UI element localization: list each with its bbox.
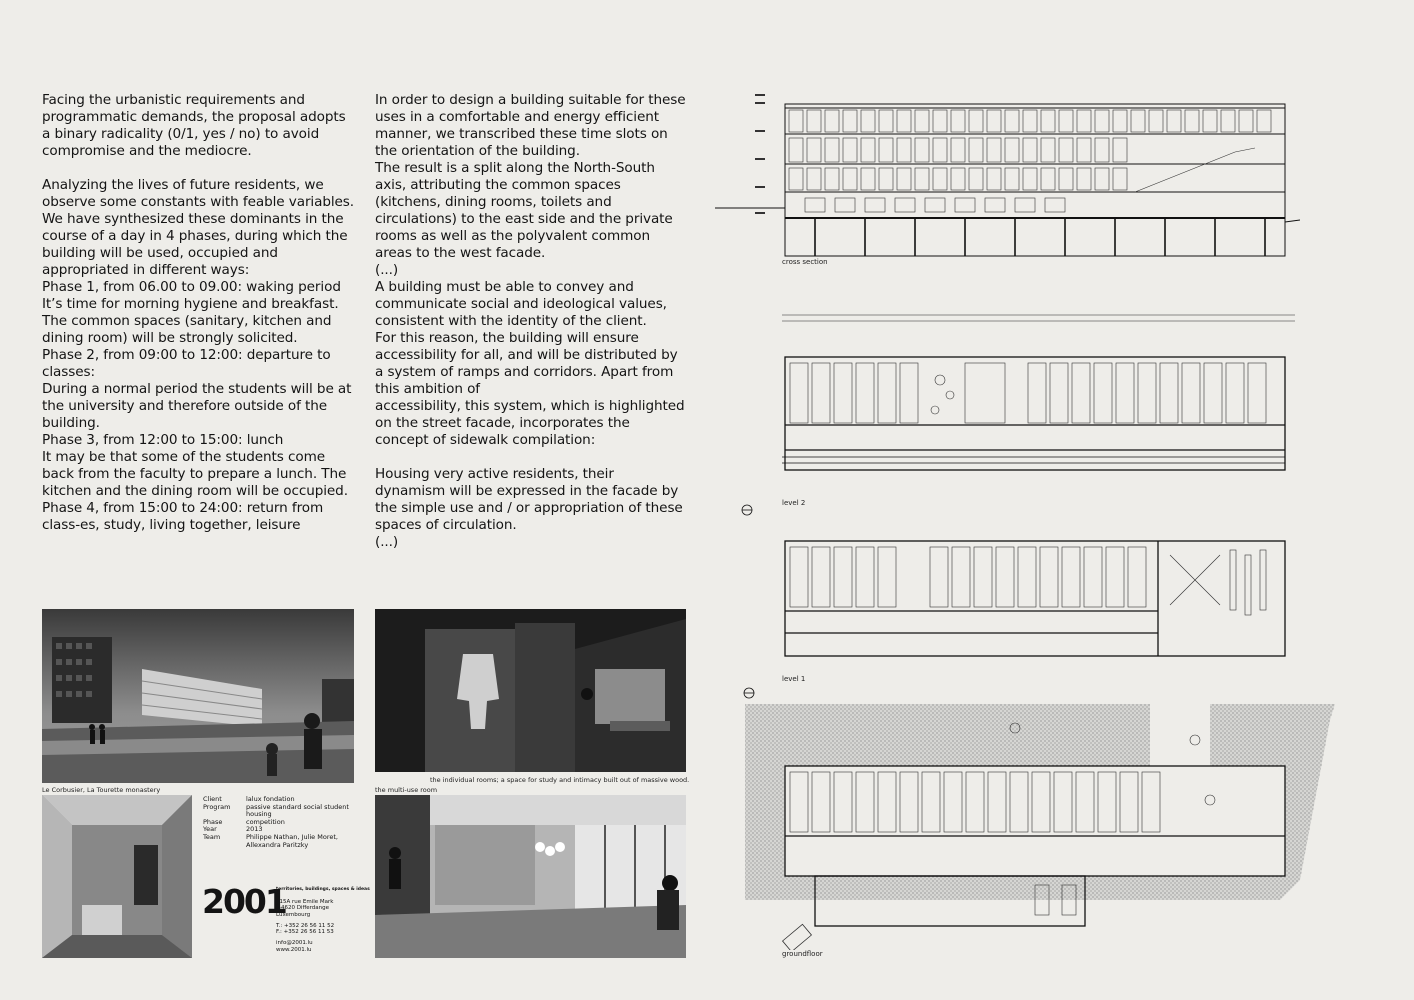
- body-text-1: Facing the urbanistic requirements and programmatic demands, the proposal adopts a binary radicality (0/1, yes / no) to avoid compromise and the mediocre. Analyzing the lives of future residents, we observe some constants with feable variables. We have synthesized these dominants in the course of a day in 4 phases, during which the building will be used, occupied and appropriated in different ways: Phase 1, from 06.00 to 09.00: waking period It’s time for morning hygiene and breakfast. The common spaces (sanitary, kitchen and dining room) will be strongly solicited. Phase 2, from 09:00 to 12:00: departure to classes: During a normal period the students will be at the university and therefore outside of the building. Phase 3, from 12:00 to 15:00: lunch It may be that some of the students come back from the faculty to prepare a lunch. The kitchen and the dining room will be occupied. Phase 4, from 15:00 to 24:00: return from class-es, study, living together, leisure: [42, 92, 355, 533]
- text-column-1: [42, 92, 354, 534]
- level-2-plan: [740, 305, 1300, 490]
- office-tagline: territories, buildings, spaces & ideas: [276, 887, 370, 892]
- groundfloor-plan: [740, 700, 1340, 950]
- north-arrow-icon: [742, 686, 756, 700]
- office-logo: 2001: [202, 882, 286, 921]
- label-cross-section: cross section: [782, 258, 828, 266]
- caption-rooms: the individual rooms; a space for study and intimacy built out of massive wood.: [430, 776, 690, 784]
- body-text-2: In order to design a building suitable for these uses in a comfortable and energy efficient manner, we transcribed these time slots on the orientation of the building. The result is a split along the North-South axis, attributing the common spaces (kitchens, dining rooms, toilets and circulations) to the east side and the private rooms as well as the polyvalent common areas to the west facade. (...) A building must be able to convey and communicate social and ideological values, consistent with the identity of the client. For this reason, the building will ensure accessibility for all, and will be distributed by a system of ramps and corridors. Apart from this ambition of accessibility, this system, which is highlighted on the street facade, incorporates the concept of sidewalk compilation: Housing very active residents, their dynamism will be expressed in the facade by the simple use and / or appropriation of these spaces of circulation. (...): [375, 92, 686, 550]
- north-arrow-icon: [740, 503, 754, 517]
- la-tourette-photo: [42, 795, 192, 958]
- cross-section-drawing: [715, 88, 1300, 263]
- text-column-2: [375, 92, 687, 551]
- project-credits: Client lalux fondation Program passive standard social student housing Phase competition Year 2013 Team Philippe Nathan, Julie Moret, Allexandra Paritzky: [203, 795, 349, 849]
- label-level-1: level 1: [782, 675, 806, 683]
- label-groundfloor: groundfloor: [782, 950, 823, 958]
- multi-use-room-render: [375, 795, 686, 958]
- caption-multiuse: the multi-use room: [375, 786, 438, 794]
- exterior-render: [42, 609, 354, 783]
- label-level-2: level 2: [782, 499, 806, 507]
- caption-tourette: Le Corbusier, La Tourette monastery: [42, 786, 161, 794]
- level-1-plan: [740, 535, 1310, 665]
- office-address: 115A rue Emile Mark L-4620 Differdange Luxembourg T.: +352 26 56 11 52 F.: +352 26 56 11 53 info@2001.lu www.2001.lu: [276, 899, 335, 953]
- individual-room-render: [375, 609, 686, 772]
